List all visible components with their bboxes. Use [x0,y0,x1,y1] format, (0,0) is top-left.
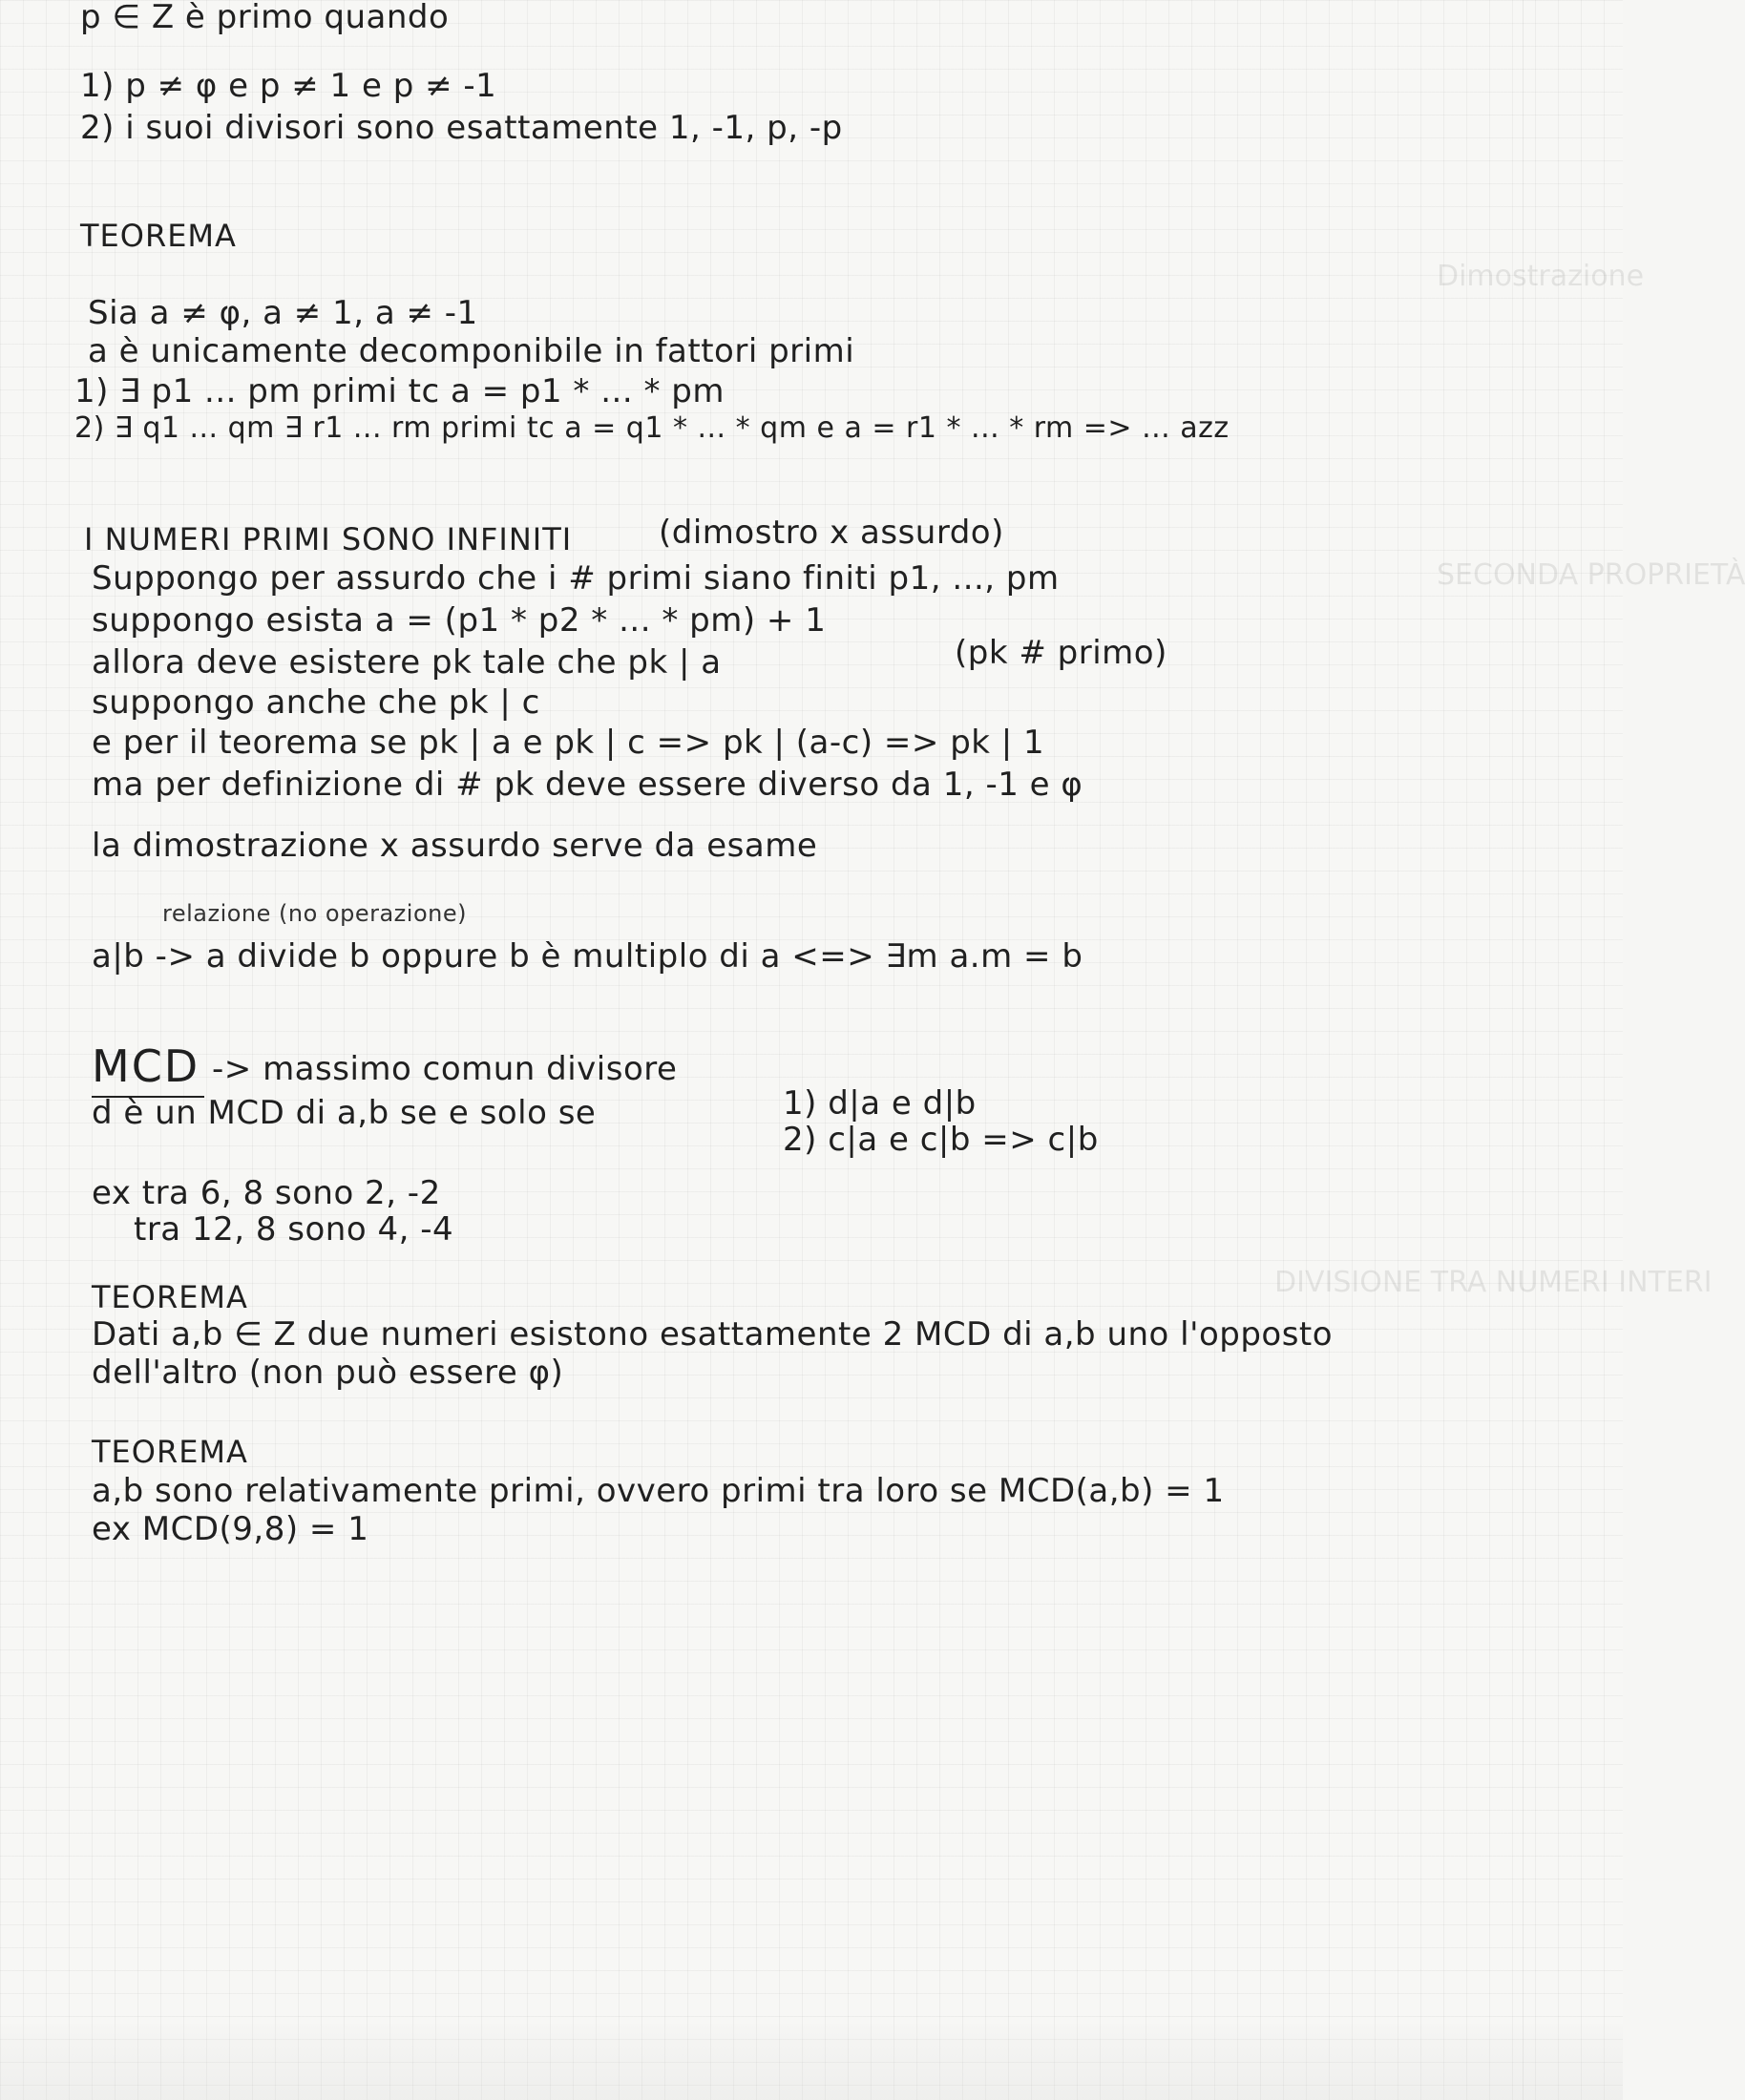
teorema-3-line-2: ex MCD(9,8) = 1 [92,1510,369,1548]
infinite-primes-line-6: ma per definizione di # pk deve essere diverso da 1, -1 e φ [92,766,1083,804]
teorema-2-line-2: dell'altro (non può essere φ) [92,1354,564,1392]
prime-condition-1: 1) p ≠ φ e p ≠ 1 e p ≠ -1 [80,67,497,105]
infinite-primes-line-3: allora deve esistere pk tale che pk | a [92,643,722,682]
prime-condition-2: 2) i suoi divisori sono esattamente 1, -1, p, -p [80,109,843,147]
infinite-primes-line-5: e per il teorema se pk | a e pk | c => pk | (a-c) => pk | 1 [92,724,1045,762]
teorema-2-line-1: Dati a,b ∈ Z due numeri esistono esattamente 2 MCD di a,b uno l'opposto [92,1315,1334,1354]
page-fold-shadow [0,2024,1623,2100]
page-margin-line [1523,0,1524,2100]
infinite-primes-line-3-note: (pk # primo) [955,634,1167,672]
divide-definition: a|b -> a divide b oppure b è multiplo di a <=> ∃m a.m = b [92,937,1083,976]
teorema-heading-1: TEOREMA [80,218,237,254]
teorema-heading-3: TEOREMA [92,1434,248,1470]
teorema-1-line-4: 2) ∃ q1 ... qm ∃ r1 ... rm primi tc a = q1 * ... * qm e a = r1 * ... * rm => ... azz [74,411,1230,445]
infinite-primes-note: (dimostro x assurdo) [659,514,1004,552]
teorema-1-line-3: 1) ∃ p1 ... pm primi tc a = p1 * ... * pm [74,372,725,410]
exam-note: la dimostrazione x assurdo serve da esame [92,827,818,865]
example-1-line-2: tra 12, 8 sono 4, -4 [134,1210,454,1249]
infinite-primes-line-4: suppongo anche che pk | c [92,683,540,722]
ghost-text-seconda-proprieta: SECONDA PROPRIETÀ [1437,558,1745,592]
ghost-text-division: DIVISIONE TRA NUMERI INTERI [1274,1266,1713,1299]
infinite-primes-line-1: Suppongo per assurdo che i # primi siano finiti p1, ..., pm [92,559,1060,598]
example-1-line-1: ex tra 6, 8 sono 2, -2 [92,1174,441,1212]
teorema-3-line-1: a,b sono relativamente primi, ovvero primi tra loro se MCD(a,b) = 1 [92,1472,1225,1510]
pz-primo-line: p ∈ Z è primo quando [80,0,450,36]
relation-note: relazione (no operazione) [162,900,467,927]
mcd-definition: -> massimo comun divisore [212,1050,678,1088]
mcd-line-1: d è un MCD di a,b se e solo se [92,1094,597,1132]
ghost-text-dimostrazione: Dimostrazione [1437,260,1645,293]
infinite-primes-title: I NUMERI PRIMI SONO INFINITI [84,521,573,557]
mcd-condition-1: 1) d|a e d|b [783,1084,977,1123]
teorema-1-line-2: a è unicamente decomponibile in fattori primi [88,332,855,370]
mcd-title: MCD [92,1040,200,1092]
mcd-condition-2: 2) c|a e c|b => c|b [783,1121,1099,1159]
teorema-1-line-1: Sia a ≠ φ, a ≠ 1, a ≠ -1 [88,294,478,332]
infinite-primes-line-2: suppongo esista a = (p1 * p2 * ... * pm) + 1 [92,601,827,640]
teorema-heading-2: TEOREMA [92,1279,248,1315]
